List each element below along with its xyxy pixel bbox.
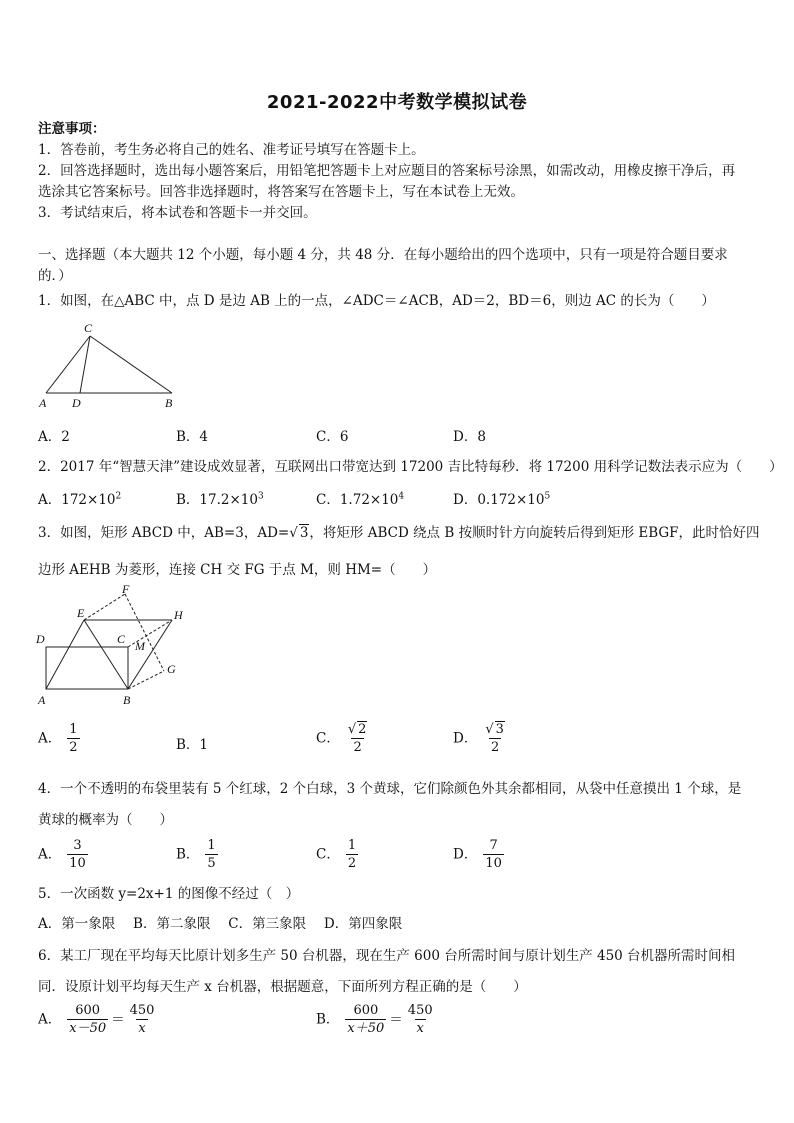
q4-option-a: A． $\frac{3}{10}$ [38,838,86,871]
q1-option-b: B．4 [176,429,209,445]
notice-item-1: 1．答卷前，考生务必将自己的姓名、准考证号填写在答题卡上。 [38,142,425,158]
q3-label-B: B [123,693,131,707]
q1-label-A: A [39,396,47,410]
q4-option-d: D． $\frac{7}{10}$ [453,838,502,871]
q4-option-c: C． $\frac{1}{2}$ [316,838,357,871]
q3-stem-cont: 边形 AEHB 为菱形，连接 CH 交 FG 于点 M，则 HM=（ ） [38,562,437,578]
q3-stem: 3．如图，矩形 ABCD 中，AB=3，AD=√ 3，将矩形 ABCD 绕点 B 按顺时针方向旋转后得到矩形 EBGF，此时恰好四 [38,525,760,541]
q4-stem-cont: 黄球的概率为（ ） [38,812,173,828]
q1-triangle-figure [36,318,186,410]
q3-label-G: G [167,662,176,676]
q1-label-B: B [165,396,173,410]
q6-option-b: B． $\frac{600}{x+50}$ ＝ $\frac{450}{x}$ [316,1003,433,1036]
q1-option-c: C．6 [316,429,349,445]
q2-option-b: B．$17.2\times 10^3$ [176,491,264,508]
q6-option-a: A． $\frac{600}{x-50}$ ＝ $\frac{450}{x}$ [38,1003,155,1036]
q3-label-A: A [38,693,46,707]
q1-stem: 1．如图，在△ABC 中，点 D 是边 AB 上的一点，∠ADC＝∠ACB，AD＝2，BD＝6，则边 AC 的长为（ ） [38,293,715,309]
q4-option-b: B． $\frac{1}{5}$ [176,838,216,871]
q3-label-F: F [122,585,130,596]
q3-label-D: D [36,632,45,646]
section-heading-line2: 的．） [38,268,72,284]
notice-heading: 注意事项： [38,121,106,137]
q2-stem: 2．2017 年“智慧天津”建设成效显著，互联网出口带宽达到 17200 吉比特每秒．将 17200 用科学记数法表示应为（ ） [38,459,783,475]
q3-label-M: M [135,639,145,653]
q1-label-D: D [72,396,81,410]
q2-option-c: C．$1.72\times 10^4$ [316,491,405,508]
q3-label-C: C [117,632,126,646]
q1-label-C: C [84,321,93,335]
q5-options: A．第一象限 B．第二象限 C．第三象限 D．第四象限 [38,916,403,932]
q3-label-E: E [77,606,85,620]
section-heading-line1: 一、选择题（本大题共 12 个小题，每小题 4 分，共 48 分．在每小题给出的四个选项中，只有一项是符合题目要求 [38,247,728,263]
q3-label-H: H [174,608,183,622]
q1-option-a: A．2 [38,429,70,445]
q6-stem-cont: 同．设原计划平均每天生产 x 台机器，根据题意，下面所列方程正确的是（ ） [38,979,527,995]
notice-item-2: 2．回答选择题时，选出每小题答案后，用铅笔把答题卡上对应题目的答案标号涂黑，如需改动，用橡皮擦干净后，再 [38,163,736,179]
q6-stem: 6．某工厂现在平均每天比原计划多生产 50 台机器，现在生产 600 台所需时间与原计划生产 450 台机器所需时间相 [38,948,736,964]
q3-option-b: B．1 [176,737,209,753]
q5-stem: 5．一次函数 y=2x+1 的图像不经过（ ） [38,886,300,902]
q2-option-a: A．$172\times 10^2$ [38,491,122,508]
page-title: 2021-2022中考数学模拟试卷 [266,92,528,113]
q3-rectangle-figure [34,585,184,710]
q1-option-d: D．8 [453,429,486,445]
q3-option-c: C． $\frac{√ 2}{2}$ [316,722,367,755]
notice-item-2-cont: 选涂其它答案标号。回答非选择题时，将答案写在答题卡上，写在本试卷上无效。 [38,184,524,200]
q2-option-d: D．$0.172\times 10^5$ [453,491,551,508]
q3-option-d: D． $\frac{√ 3}{2}$ [453,722,504,755]
notice-item-3: 3．考试结束后，将本试卷和答题卡一并交回。 [38,205,317,221]
q3-option-a: A． $\frac{1}{2}$ [38,722,78,755]
q4-stem: 4．一个不透明的布袋里装有 5 个红球，2 个白球，3 个黄球，它们除颜色外其余都相同，从袋中任意摸出 1 个球，是 [38,781,742,797]
